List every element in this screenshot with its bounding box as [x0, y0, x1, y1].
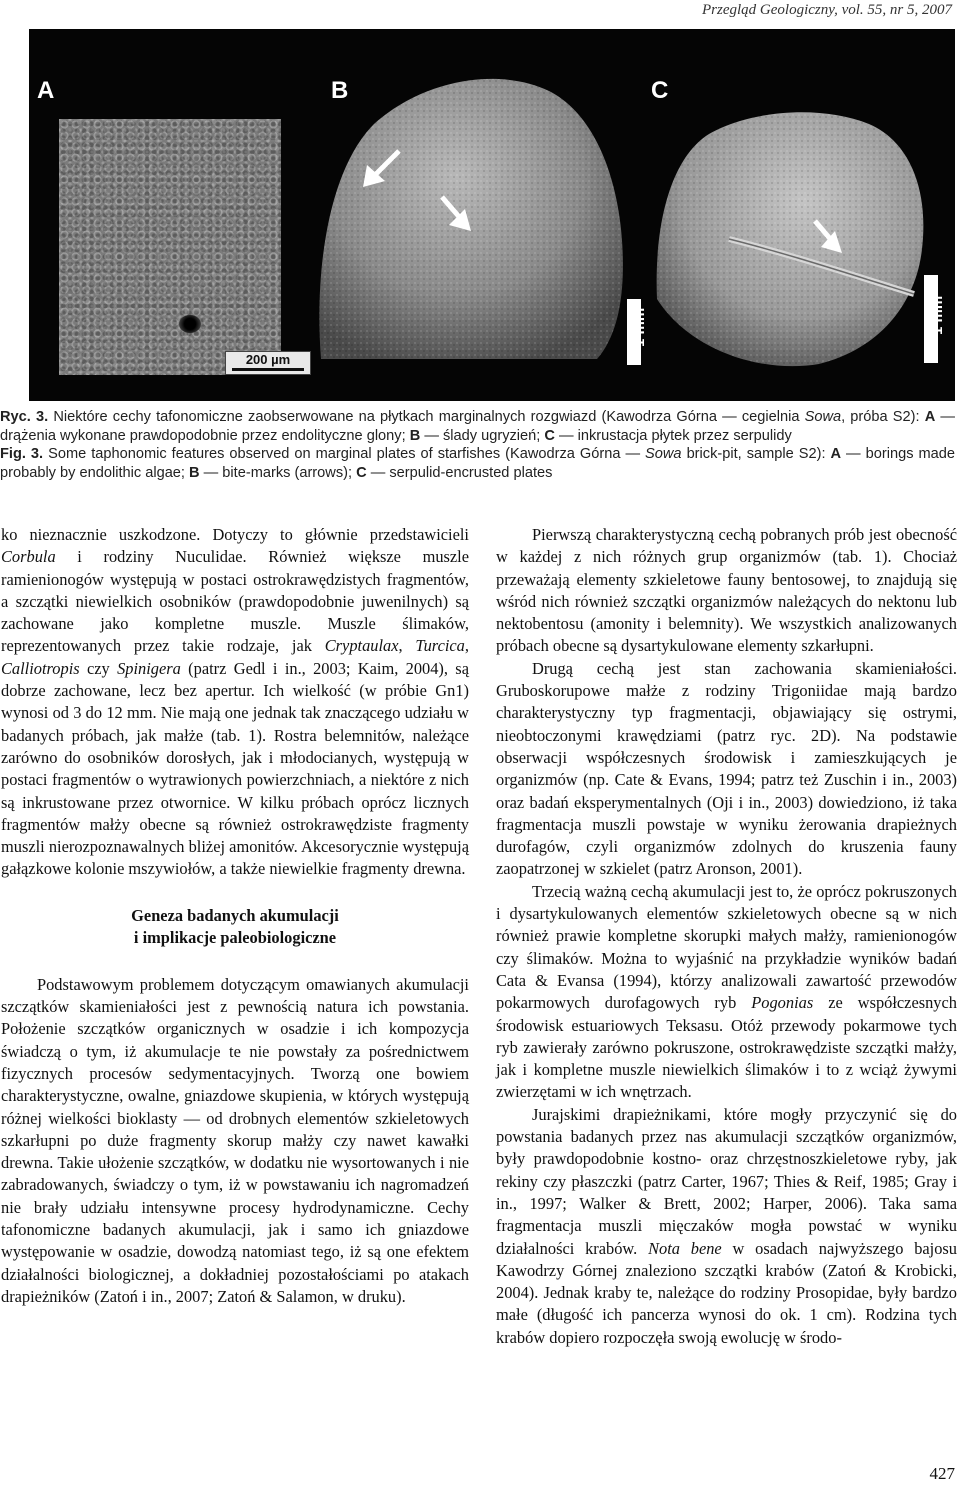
caption-pl-prefix: Ryc. 3. [0, 409, 49, 425]
caption-polish: Ryc. 3. Niektóre cechy tafonomiczne zaobserwowane na płytkach marginalnych rozgwiazd (Kawodrza Górna — cegielnia Sowa, próba S2): A — drążenia wykonane prawdopodobnie przez endolityczne glony; B — ślady ugryzień; C — inkrustacja płytek przez serpulidy [0, 409, 956, 444]
right-paragraph-4: Jurajskimi drapieżnikami, które mogły przyczynić się do powstania badanych przez nas akumulacji szczątków organizmów, były prawdopodobnie kostno- oraz chrzęstnoszkieletowe ryby, jak rekiny czy płaszczki (patrz Carter, 1967; Thies & Reif, 1985; Gray i in., 1997; Walker & Brett, 2002; Harper, 2006). Taka sama fragmentacja muszli mięczaków mogła powstać w wyniku działalności krabów. Nota bene w osadach najwyższego bajosu Kawodrzy Górnej znaleziono szczątki krabów (Zatoń & Krobicki, 2004). Jednak kraby te, należące do rodziny Prosopidae, były bardzo małe (długość ich pancerza wynosi do ok. 1 cm). Rodzina tych krabów dopiero rozpoczęła swoją ewolucję w środo- [496, 1104, 957, 1347]
panel-label-a: A [37, 77, 55, 104]
section-heading: Geneza badanych akumulacji i implikacje paleobiologiczne [131, 905, 339, 947]
left-paragraph-2: Podstawowym problemem dotyczącym omawianych akumulacji szczątków skamieniałości jest z pewnością natura ich powstania. Położenie szczątków organicznych w osadzie i ich kompozycja świadczą o tym, iż akumulacje te nie powstały za pośrednictwem fizycznych procesów sedymentacyjnych. Tworzą one bowiem charakterystyczne, owalne, gniazdowe skupienia, w których występują różnej wielkości bioklasty — od drobnych elementów szkieletowych szkarłupni po duże fragmenty skorup małży czy nawet kawałki drewna. Takie ułożenie szczątków, w dodatku nie wysortowanych i nie zabradowanych, świadczy o tym, iż w powstawaniu ich nagromadzeń nie brały udziału intensywne procesy hydrodynamiczne. Cechy tafonomiczne badanych akumulacji, jak i samo ich gniazdowe występowanie w osadzie, dowodzą natomiast tego, iż są one efektem działalności biologicznej, a dokładniej pozostałościami po atakach drapieżników (Zatoń i in., 2007; Zatoń & Salamon, w druku). [1, 974, 469, 1306]
figure-caption [0, 408, 955, 482]
panel-label-c: C [651, 77, 669, 104]
right-paragraph-3: Trzecią ważną cechą akumulacji jest to, że oprócz pokruszonych i dysartykulowanych elementów szkieletowych obecne są w nich również prawie kompletne skorupki małych małży, ramienionogów czy ślimaków. Można to wyjaśnić na przykładzie wyników badań Cata & Evansa (1994), którzy analizowali zawartość przewodów pokarmowych durofagowych ryb Pogonias ze współczesnych środowisk estuariowych Teksasu. Otóż przewody pokarmowe tych ryb zawierały zarówno pokruszone, ostrokrawędziste szczątki małży, jak i kompletne muszle niewielkich ślimaków i to z wciąż żywymi zwierzętami w ich wnętrzach. [496, 881, 957, 1102]
figure-3 [29, 29, 955, 401]
caption-english: Fig. 3. Some taphonomic features observed on marginal plates of starfishes (Kawodrza Górna — Sowa brick-pit, sample S2): A — borings made probably by endolithic algae; B — bite-marks (arrows); C — serpulid-encrusted plates [0, 446, 955, 481]
scale-bar-b-label: 1 mm [631, 307, 648, 347]
panel-label-b: B [331, 77, 349, 104]
left-column [1, 524, 469, 1308]
running-head: Przegląd Geologiczny, vol. 55, nr 5, 2007 [702, 2, 952, 18]
scale-bar-a-label: 200 µm [245, 352, 291, 367]
right-column [496, 524, 957, 1349]
page-number: 427 [929, 1464, 955, 1483]
scale-bar-c-label: 1 mm [929, 295, 946, 335]
right-paragraph-1: Pierwszą charakterystyczną cechą pobranych prób jest obecność w każdej z nich różnych grup organizmów (tab. 1). Chociaż przeważają elementy szkieletowe fauny bentosowej, to znajdują się wśród nich również szczątki organizmów należących do nektonu lub nektobentosu (amonity i belemnity). We wszystkich analizowanych próbach obecne są dysartykulowane elementy szkarłupni. [496, 525, 957, 656]
plates-svg [29, 29, 955, 401]
caption-en-prefix: Fig. 3. [0, 446, 44, 462]
right-paragraph-2: Drugą cechą jest stan zachowania skamieniałości. Gruboskorupowe małże z rodziny Trigoniidae mają bardzo charakterystyczny typ fragmentacji, objawiający się ostrymi, nieobtoczonymi krawędziami (patrz ryc. 2D). Na podstawie obserwacji współczesnych środowisk i zamieszkujących je organizmów (np. Cate & Evans, 1994; patrz też Zuschin i in., 2003) oraz badań eksperymentalnych (Oji i in., 2003) dowiedziono, iż taka fragmentacja muszli powstaje w wyniku żerowania drapieżnych durofagów, czyli organizmów zdolnych do kruszenia fauny zaopatrzonej w szkielet (patrz Aronson, 2001). [496, 658, 957, 879]
left-paragraph-1: ko nieznacznie uszkodzone. Dotyczy to głównie przedstawicieli Corbula i rodziny Nuculidae. Również większe muszle ramienionogów występują w postaci ostrokrawędzistych fragmentów, a szczątki niewielkich osobników (prawdopodobnie juwenilnych) są zachowane jako kompletne muszle. Muszle ślimaków, reprezentowanych przez takie rodzaje, jak Cryptaulax, Turcica, Calliotropis czy Spinigera (patrz Gedl i in., 2003; Kaim, 2004), są dobrze zachowane, lecz bez apertur. Ich wielkość (w próbie Gn1) wynosi od 3 do 12 mm. Nie mają one jednak tak znaczącego udziału w badanych próbach, jak małże (tab. 1). Rostra belemnitów, należące zarówno do osobników dorosłych, jak i młodocianych, występują w postaci fragmentów o wytrawionych powierzchniach, a niektóre z nich są inkrustowane przez otwornice. W kilku próbach oprócz licznych fragmentów małży obecne są również ostrokrawędziste fragmenty muszli nierozpoznawalnych bliżej amonitów. Akcesorycznie występują gałązkowe kolonie mszywiołów, a także niewielkie fragmenty drewna. [1, 525, 469, 879]
